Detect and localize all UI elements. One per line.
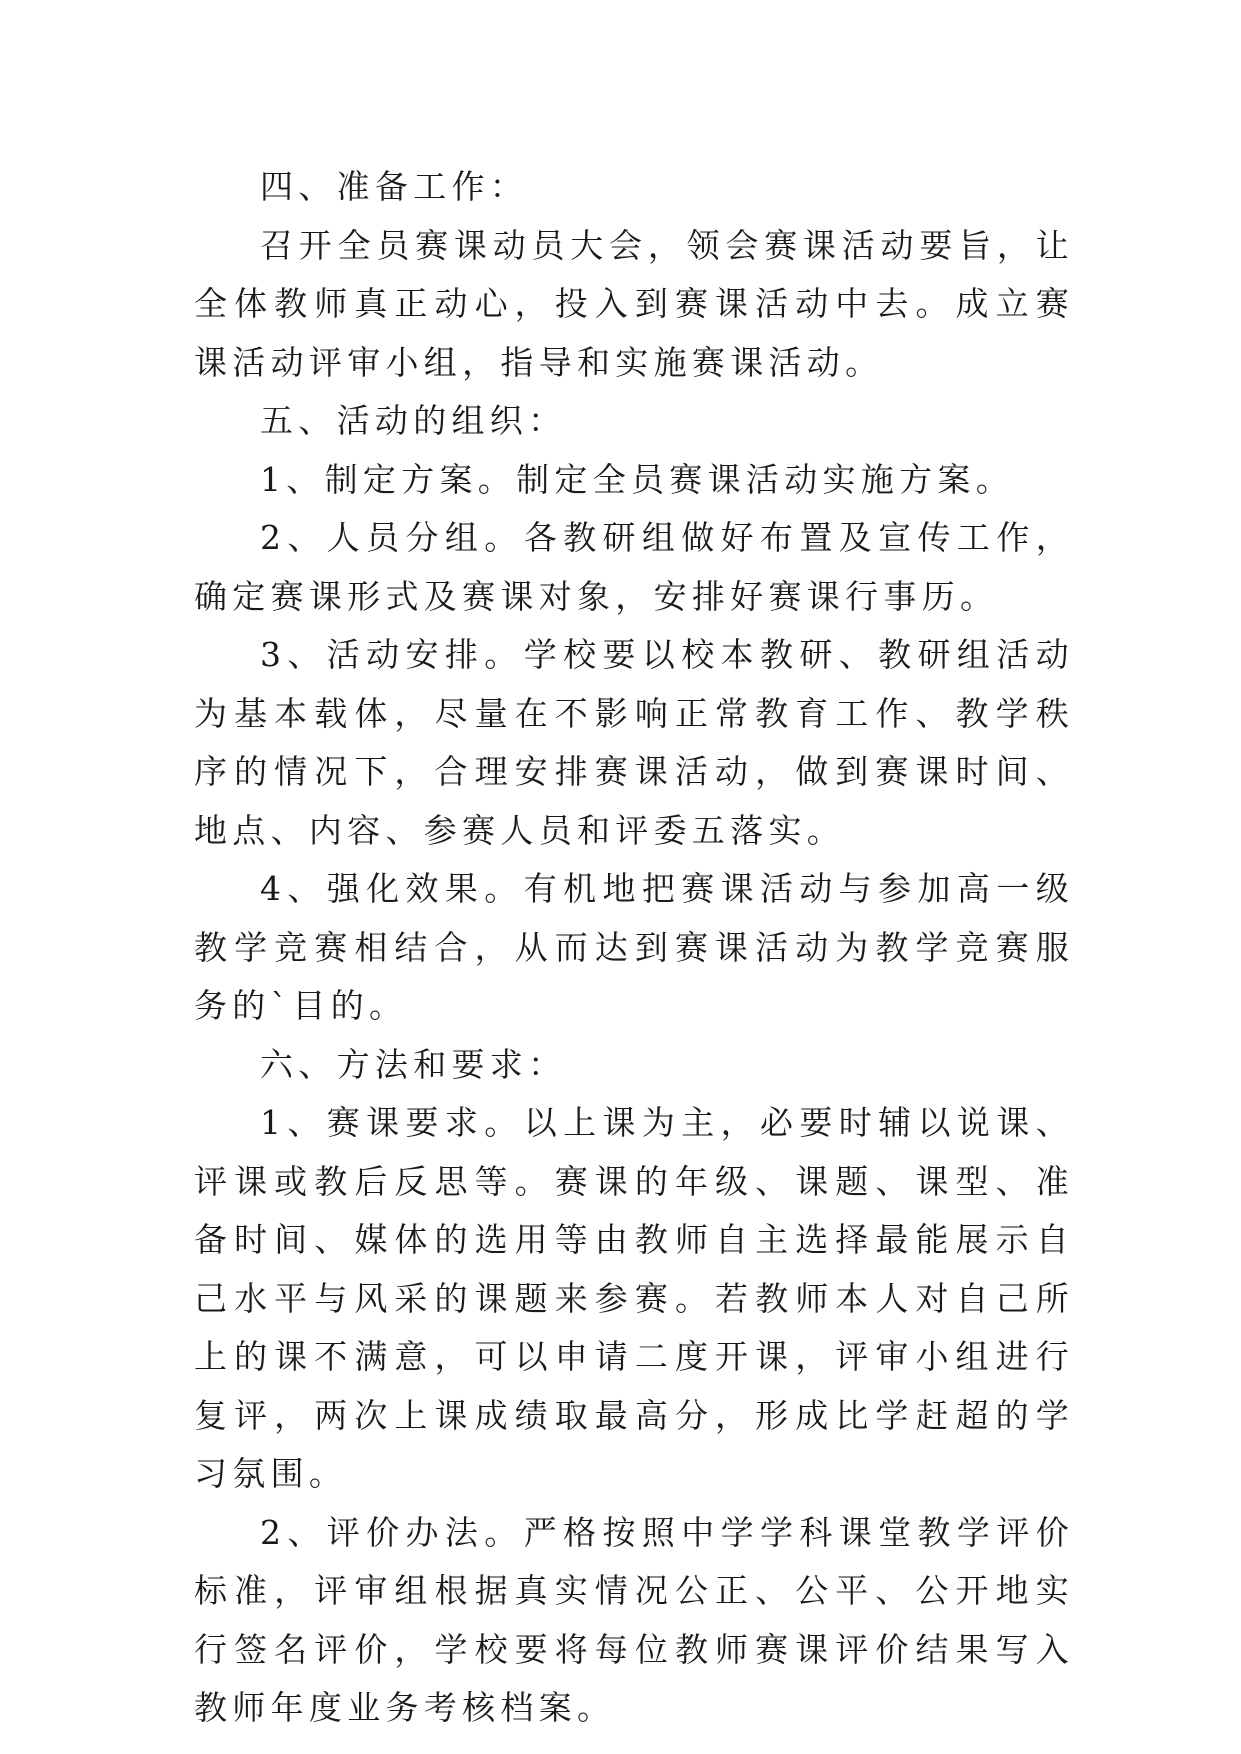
paragraph-arrangement: 3、活动安排。学校要以校本教研、教研组活动为基本载体，尽量在不影响正常教育工作、教学秩序的情况下，合理安排赛课活动，做到赛课时间、地点、内容、参赛人员和评委五落实。: [194, 635, 1074, 850]
document-body: [194, 158, 1074, 1738]
paragraph-plan: 1、制定方案。制定全员赛课活动实施方案。: [260, 459, 1014, 499]
paragraph-preparation-details: 召开全员赛课动员大会，领会赛课活动要旨，让全体教师真正动心，投入到赛课活动中去。成立赛课活动评审小组，指导和实施赛课活动。: [194, 225, 1074, 382]
paragraph-requirements: 1、赛课要求。以上课为主，必要时辅以说课、评课或教后反思等。赛课的年级、课题、课型、准备时间、媒体的选用等由教师自主选择最能展示自己水平与风采的课题来参赛。若教师本人对自己所上的课不满意，可以申请二度开课，评审小组进行复评，两次上课成绩取最高分，形成比学赶超的学习氛围。: [194, 1103, 1074, 1493]
section-heading-organization: 五、活动的组织：: [260, 401, 567, 440]
section-heading-methods: 六、方法和要求：: [260, 1044, 567, 1084]
section-heading-preparation: 四、准备工作：: [260, 167, 529, 206]
paragraph-effect: 4、强化效果。有机地把赛课活动与参加高一级教学竞赛相结合，从而达到赛课活动为教学竞赛服务的`目的。: [194, 869, 1074, 1025]
paragraph-grouping: 2、人员分组。各教研组做好布置及宣传工作，确定赛课形式及赛课对象，安排好赛课行事历。: [194, 518, 1074, 616]
paragraph-evaluation: 2、评价办法。严格按照中学学科课堂教学评价标准，评审组根据真实情况公正、公平、公开地实行签名评价，学校要将每位教师赛课评价结果写入教师年度业务考核档案。: [194, 1512, 1074, 1727]
